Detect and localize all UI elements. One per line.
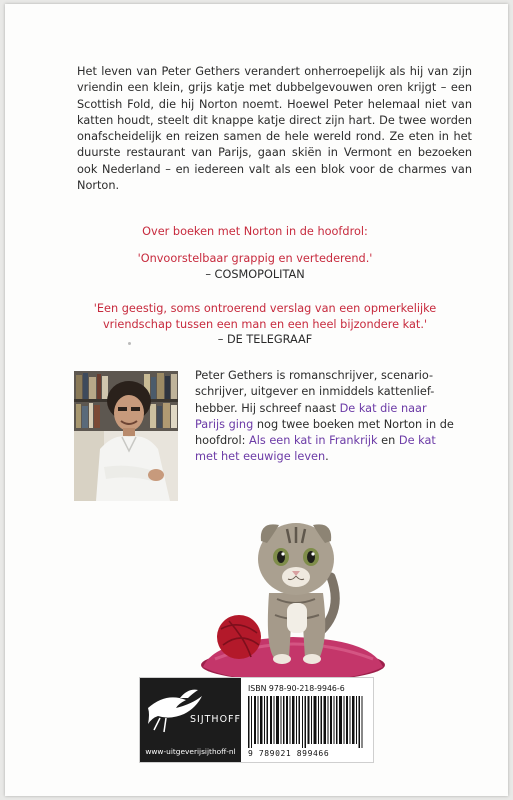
cat-photo	[195, 499, 385, 681]
decorative-dot	[128, 342, 131, 345]
publisher-url: www-uitgeverijsijthoff-nl	[140, 742, 241, 762]
isbn-text: ISBN 978-90-218-9946-6	[248, 684, 345, 693]
bio-and: en	[377, 434, 399, 448]
barcode	[248, 696, 366, 748]
cat-image	[195, 499, 385, 681]
quote-text: 'Onvoorstelbaar grappig en vertederend.'	[137, 252, 373, 265]
quote-text: 'Een geestig, soms ontroerend verslag van een opmerkelijke vriendschap tussen een man en een heel bijzondere kat.'	[93, 302, 437, 331]
blurb-text: Het leven van Peter Gethers verandert onherroepelijk als hij van zijn vriendin een klein, grijs katje met dubbelgevouwen oren krijgt – een Scottish Fold, die hij Norton noemt. Hoewel Peter helemaal niet van katten houdt, steelt dit knappe katje direct zijn hart. De twee worden onafscheidelijk en reizen samen de hele wereld rond. Ze eten in het duurste restaurant van Parijs, gaan skiën in Vermont en bezoeken ook Nederland – en iedereen valt als een blok voor de charmes van Norton.	[77, 65, 472, 193]
barcode-panel	[139, 677, 374, 763]
author-photo-image	[74, 371, 178, 501]
author-photo	[74, 371, 178, 501]
bio-end: .	[325, 450, 329, 464]
book-title-link: De kat die naar Parijs ging	[195, 401, 427, 431]
book-title-link: De kat met het eeuwige leven	[195, 434, 436, 464]
praise-heading: Over boeken met Norton in de hoofdrol:	[142, 225, 368, 238]
back-cover	[5, 4, 508, 796]
author-bio	[195, 368, 460, 466]
bird-icon	[140, 678, 241, 742]
barcode-digits: 9 789021 899466	[248, 749, 330, 758]
book-title-link: Als een kat in Frankrijk	[248, 434, 378, 448]
publisher-logo	[140, 678, 241, 742]
quote-cosmopolitan	[75, 251, 435, 282]
quote-source: – COSMOPOLITAN	[205, 267, 305, 281]
bio-intro: Peter Gethers is romanschrijver, scenario-schrijver, uitgever en inmiddels kattenlief-hebber. Hij schreef naast	[195, 369, 435, 415]
bio-mid: nog twee boeken met Norton in de hoofdrol:	[195, 417, 454, 448]
quote-source: – DE TELEGRAAF	[217, 333, 313, 346]
quote-telegraaf	[65, 301, 465, 348]
publisher-name: SIJTHOFF	[190, 714, 241, 725]
